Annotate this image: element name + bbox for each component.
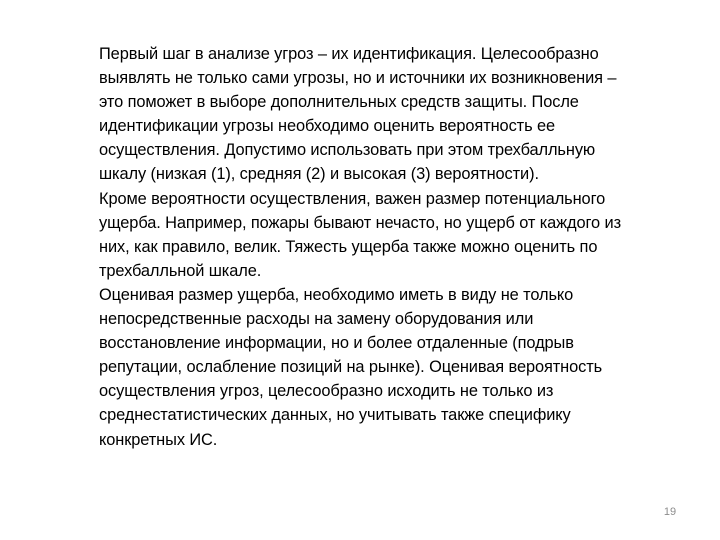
- text-line: Оценивая размер ущерба, необходимо иметь в виду не только: [99, 285, 574, 304]
- body-text: [70, 42, 688, 452]
- text-line: осуществления. Допустимо использовать при этом трехбалльную: [99, 141, 596, 160]
- text-line: трехбалльной шкале.: [99, 261, 262, 280]
- text-line: непосредственные расходы на замену оборудования или: [99, 310, 534, 329]
- text-line: восстановление информации, но и более отдаленные (подрыв: [99, 334, 574, 353]
- page-number: 19: [663, 506, 677, 518]
- paragraph-2: [70, 187, 688, 283]
- text-line: них, как правило, велик. Тяжесть ущерба также можно оценить по: [99, 237, 598, 256]
- text-line: репутации, ослабление позиций на рынке). Оценивая вероятность: [99, 358, 603, 377]
- text-line: конкретных ИС.: [99, 430, 218, 449]
- text-line: выявлять не только сами угрозы, но и источники их возникновения –: [99, 69, 617, 88]
- text-line: ущерба. Например, пожары бывают нечасто, но ущерб от каждого из: [99, 213, 621, 232]
- text-line: Первый шаг в анализе угроз – их идентификация. Целесообразно: [99, 45, 599, 63]
- text-line: шкалу (низкая (1), средняя (2) и высокая (3) вероятности).: [99, 165, 539, 184]
- text-line: среднестатистических данных, но учитывать также специфику: [99, 406, 571, 425]
- paragraph-1: [70, 42, 688, 187]
- text-line: осуществления угроз, целесообразно исходить не только из: [99, 382, 554, 401]
- text-line: Кроме вероятности осуществления, важен размер потенциального: [99, 189, 606, 208]
- text-line: идентификации угрозы необходимо оценить вероятность ее: [99, 117, 556, 136]
- paragraph-3: [70, 283, 688, 452]
- text-line: это поможет в выборе дополнительных средств защиты. После: [99, 93, 579, 112]
